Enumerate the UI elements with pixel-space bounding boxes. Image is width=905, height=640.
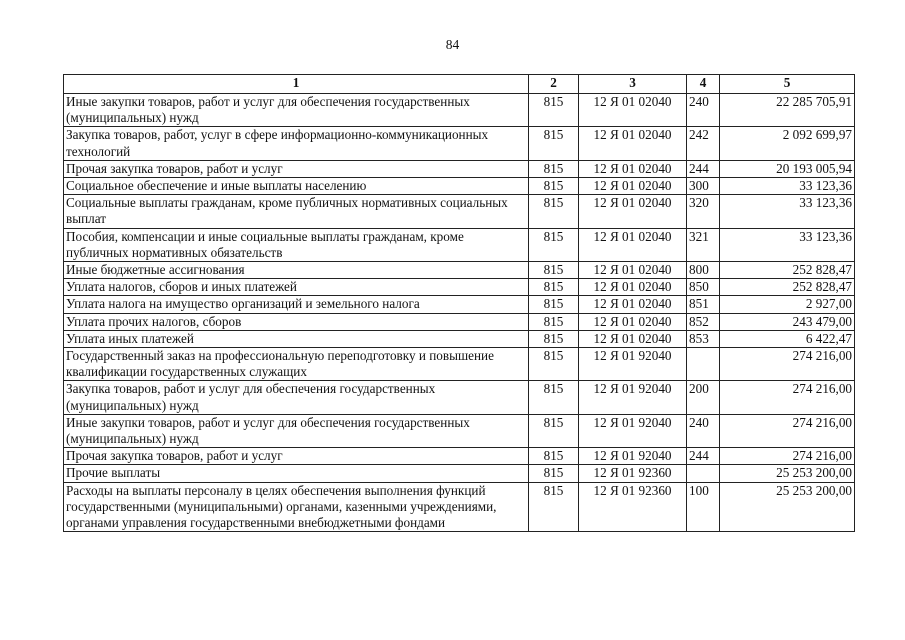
row-target-item-cell: 12 Я 01 02040 <box>579 127 687 160</box>
row-department-code-cell: 815 <box>529 195 579 228</box>
page-number: 84 <box>445 37 460 52</box>
row-name-cell: Социальные выплаты гражданам, кроме публичных нормативных социальных выплат <box>64 195 529 228</box>
row-target-item-cell: 12 Я 01 92040 <box>579 414 687 447</box>
row-department-code-cell: 815 <box>529 348 579 381</box>
row-amount-cell: 2 927,00 <box>720 296 855 313</box>
row-target-item-cell: 12 Я 01 02040 <box>579 279 687 296</box>
column-header-department: 2 <box>529 75 579 94</box>
row-name-cell: Закупка товаров, работ и услуг для обеспечения государственных (муниципальных) нужд <box>64 381 529 414</box>
row-target-item-cell: 12 Я 01 02040 <box>579 178 687 195</box>
row-expense-type-cell: 242 <box>687 127 720 160</box>
table-row <box>64 482 855 532</box>
table-row <box>64 465 855 482</box>
row-amount-cell: 25 253 200,00 <box>720 482 855 532</box>
row-expense-type-cell: 852 <box>687 313 720 330</box>
row-department-code-cell: 815 <box>529 94 579 127</box>
row-name-cell: Прочая закупка товаров, работ и услуг <box>64 448 529 465</box>
table-row <box>64 262 855 279</box>
row-department-code-cell: 815 <box>529 296 579 313</box>
row-amount-cell: 243 479,00 <box>720 313 855 330</box>
row-name-cell: Уплата прочих налогов, сборов <box>64 313 529 330</box>
row-department-code-cell: 815 <box>529 279 579 296</box>
row-target-item-cell: 12 Я 01 02040 <box>579 330 687 347</box>
row-amount-cell: 25 253 200,00 <box>720 465 855 482</box>
row-amount-cell: 274 216,00 <box>720 414 855 447</box>
row-department-code-cell: 815 <box>529 127 579 160</box>
row-expense-type-cell: 850 <box>687 279 720 296</box>
row-amount-cell: 33 123,36 <box>720 228 855 261</box>
row-department-code-cell: 815 <box>529 330 579 347</box>
row-department-code-cell: 815 <box>529 448 579 465</box>
row-expense-type-cell: 853 <box>687 330 720 347</box>
row-name-cell: Государственный заказ на профессиональную переподготовку и повышение квалификации государственных служащих <box>64 348 529 381</box>
table-row <box>64 414 855 447</box>
row-expense-type-cell: 200 <box>687 381 720 414</box>
row-name-cell: Прочие выплаты <box>64 465 529 482</box>
row-expense-type-cell: 321 <box>687 228 720 261</box>
row-amount-cell: 274 216,00 <box>720 381 855 414</box>
row-amount-cell: 6 422,47 <box>720 330 855 347</box>
row-name-cell: Уплата налогов, сборов и иных платежей <box>64 279 529 296</box>
column-header-target-item: 3 <box>579 75 687 94</box>
row-department-code-cell: 815 <box>529 178 579 195</box>
table-row <box>64 160 855 177</box>
table-row <box>64 448 855 465</box>
row-target-item-cell: 12 Я 01 02040 <box>579 262 687 279</box>
row-name-cell: Социальное обеспечение и иные выплаты населению <box>64 178 529 195</box>
table-row <box>64 195 855 228</box>
row-expense-type-cell: 244 <box>687 160 720 177</box>
table-row <box>64 296 855 313</box>
row-name-cell: Иные закупки товаров, работ и услуг для обеспечения государственных (муниципальных) нужд <box>64 94 529 127</box>
row-amount-cell: 33 123,36 <box>720 195 855 228</box>
row-target-item-cell: 12 Я 01 02040 <box>579 94 687 127</box>
row-target-item-cell: 12 Я 01 92040 <box>579 348 687 381</box>
table-row <box>64 279 855 296</box>
row-amount-cell: 274 216,00 <box>720 448 855 465</box>
row-amount-cell: 252 828,47 <box>720 262 855 279</box>
row-target-item-cell: 12 Я 01 92360 <box>579 465 687 482</box>
row-target-item-cell: 12 Я 01 92040 <box>579 448 687 465</box>
row-expense-type-cell <box>687 348 720 381</box>
row-name-cell: Расходы на выплаты персоналу в целях обеспечения выполнения функций государственными (муниципальными) органами, казенными учреждениями, органами управления государственными внебюджетными фондами <box>64 482 529 532</box>
row-name-cell: Прочая закупка товаров, работ и услуг <box>64 160 529 177</box>
row-target-item-cell: 12 Я 01 92360 <box>579 482 687 532</box>
table-row <box>64 330 855 347</box>
budget-table <box>63 74 855 532</box>
row-expense-type-cell: 800 <box>687 262 720 279</box>
row-amount-cell: 2 092 699,97 <box>720 127 855 160</box>
table-row <box>64 313 855 330</box>
row-department-code-cell: 815 <box>529 482 579 532</box>
row-expense-type-cell <box>687 465 720 482</box>
row-target-item-cell: 12 Я 01 92040 <box>579 381 687 414</box>
table-header-row <box>64 75 855 94</box>
row-name-cell: Закупка товаров, работ, услуг в сфере информационно-коммуникационных технологий <box>64 127 529 160</box>
row-department-code-cell: 815 <box>529 228 579 261</box>
row-department-code-cell: 815 <box>529 262 579 279</box>
row-amount-cell: 274 216,00 <box>720 348 855 381</box>
row-amount-cell: 33 123,36 <box>720 178 855 195</box>
table-row <box>64 381 855 414</box>
row-expense-type-cell: 320 <box>687 195 720 228</box>
row-target-item-cell: 12 Я 01 02040 <box>579 195 687 228</box>
row-target-item-cell: 12 Я 01 02040 <box>579 313 687 330</box>
table-row <box>64 228 855 261</box>
row-name-cell: Пособия, компенсации и иные социальные выплаты гражданам, кроме публичных нормативных обязательств <box>64 228 529 261</box>
row-expense-type-cell: 244 <box>687 448 720 465</box>
table-body <box>64 94 855 532</box>
row-expense-type-cell: 240 <box>687 414 720 447</box>
column-header-name: 1 <box>64 75 529 94</box>
row-department-code-cell: 815 <box>529 313 579 330</box>
row-department-code-cell: 815 <box>529 381 579 414</box>
table-row <box>64 348 855 381</box>
row-expense-type-cell: 100 <box>687 482 720 532</box>
table-row <box>64 127 855 160</box>
row-expense-type-cell: 300 <box>687 178 720 195</box>
row-expense-type-cell: 851 <box>687 296 720 313</box>
row-target-item-cell: 12 Я 01 02040 <box>579 160 687 177</box>
row-department-code-cell: 815 <box>529 414 579 447</box>
row-amount-cell: 252 828,47 <box>720 279 855 296</box>
table-row <box>64 178 855 195</box>
column-header-expense-type: 4 <box>687 75 720 94</box>
row-name-cell: Уплата налога на имущество организаций и земельного налога <box>64 296 529 313</box>
row-name-cell: Иные закупки товаров, работ и услуг для обеспечения государственных (муниципальных) нужд <box>64 414 529 447</box>
row-name-cell: Уплата иных платежей <box>64 330 529 347</box>
column-header-amount: 5 <box>720 75 855 94</box>
table-row <box>64 94 855 127</box>
row-target-item-cell: 12 Я 01 02040 <box>579 296 687 313</box>
row-department-code-cell: 815 <box>529 160 579 177</box>
row-name-cell: Иные бюджетные ассигнования <box>64 262 529 279</box>
row-amount-cell: 20 193 005,94 <box>720 160 855 177</box>
row-target-item-cell: 12 Я 01 02040 <box>579 228 687 261</box>
row-amount-cell: 22 285 705,91 <box>720 94 855 127</box>
row-expense-type-cell: 240 <box>687 94 720 127</box>
row-department-code-cell: 815 <box>529 465 579 482</box>
